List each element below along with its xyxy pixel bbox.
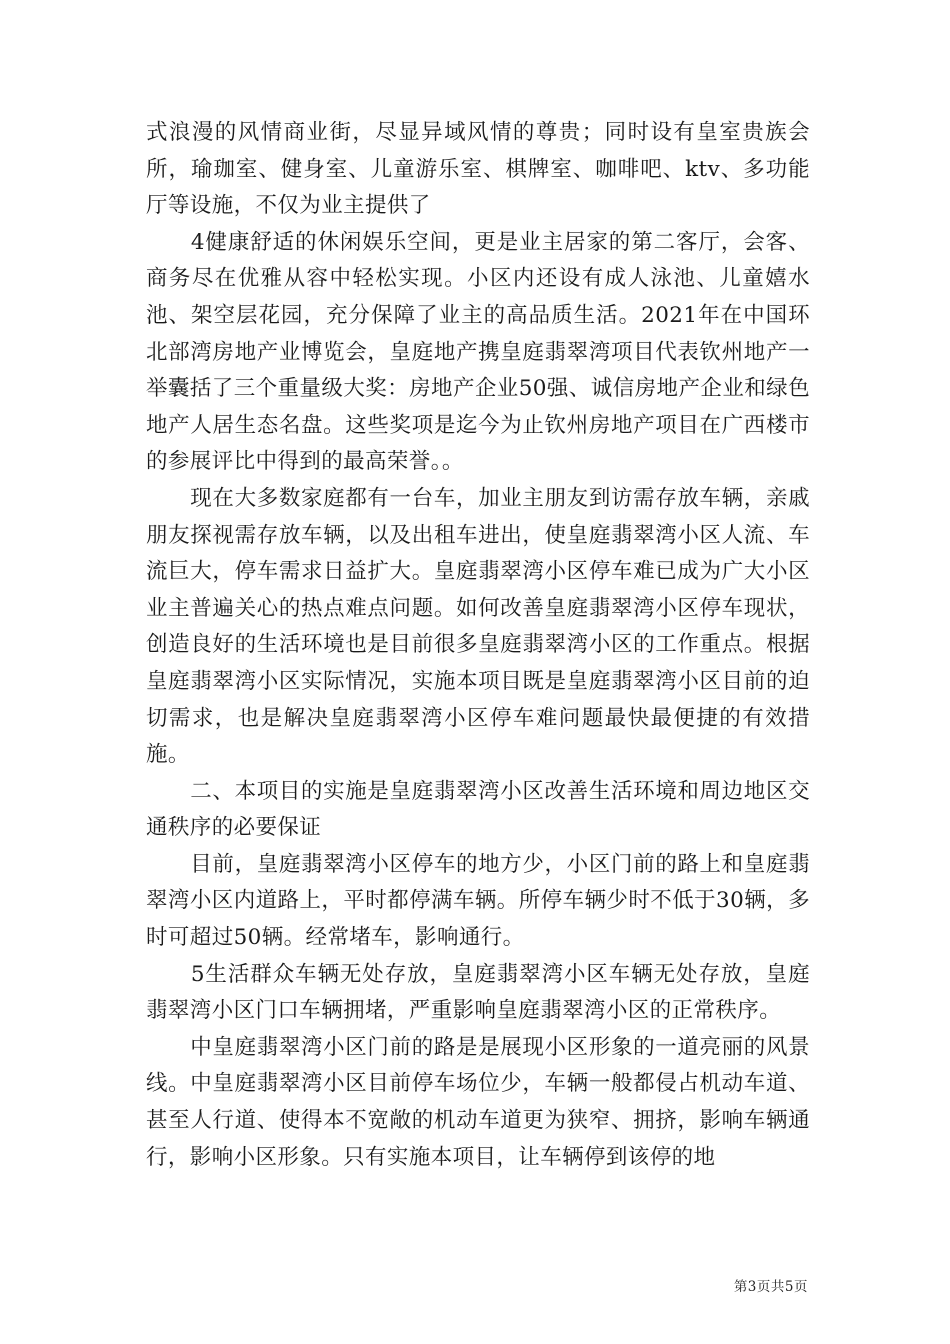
paragraph-2: 4健康舒适的休闲娱乐空间，更是业主居家的第二客厅，会客、商务尽在优雅从容中轻松实现。小区内还设有成人泳池、儿童嬉水池、架空层花园，充分保障了业主的高品质生活。2021年在中国环北部湾房地产业博览会，皇庭地产携皇庭翡翠湾项目代表钦州地产一举囊括了三个重量级大奖：房地产企业50强、诚信房地产企业和绿色地产人居生态名盘。这些奖项是迄今为止钦州房地产项目在广西楼市的参展评比中得到的最高荣誉。。	[146, 229, 810, 475]
paragraph-1: 式浪漫的风情商业街，尽显异域风情的尊贵；同时设有皇室贵族会所，瑜珈室、健身室、儿童游乐室、棋牌室、咖啡吧、ktv、多功能厅等设施，不仅为业主提供了	[146, 120, 810, 219]
paragraph-7: 中皇庭翡翠湾小区门前的路是是展现小区形象的一道亮丽的风景线。中皇庭翡翠湾小区目前停车场位少，车辆一般都侵占机动车道、甚至人行道、使得本不宽敞的机动车道更为狭窄、拥挤，影响车辆通行，影响小区形象。只有实施本项目，让车辆停到该停的地	[146, 1034, 810, 1170]
paragraph-4: 二、本项目的实施是皇庭翡翠湾小区改善生活环境和周边地区交通秩序的必要保证	[146, 778, 810, 841]
document-body	[146, 115, 810, 1176]
paragraph-3: 现在大多数家庭都有一台车，加业主朋友到访需存放车辆，亲戚朋友探视需存放车辆，以及出租车进出，使皇庭翡翠湾小区人流、车流巨大，停车需求日益扩大。皇庭翡翠湾小区停车难已成为广大小区业主普遍关心的热点难点问题。如何改善皇庭翡翠湾小区停车现状，创造良好的生活环境也是目前很多皇庭翡翠湾小区的工作重点。根据皇庭翡翠湾小区实际情况，实施本项目既是皇庭翡翠湾小区目前的迫切需求，也是解决皇庭翡翠湾小区停车难问题最快最便捷的有效措施。	[146, 485, 810, 768]
paragraph-5: 目前，皇庭翡翠湾小区停车的地方少，小区门前的路上和皇庭翡翠湾小区内道路上，平时都停满车辆。所停车辆少时不低于30辆，多时可超过50辆。经常堵车，影响通行。	[146, 851, 810, 951]
paragraph-6: 5生活群众车辆无处存放，皇庭翡翠湾小区车辆无处存放，皇庭翡翠湾小区门口车辆拥堵，严重影响皇庭翡翠湾小区的正常秩序。	[146, 961, 810, 1024]
page-number: 第3页共5页	[733, 1279, 808, 1295]
